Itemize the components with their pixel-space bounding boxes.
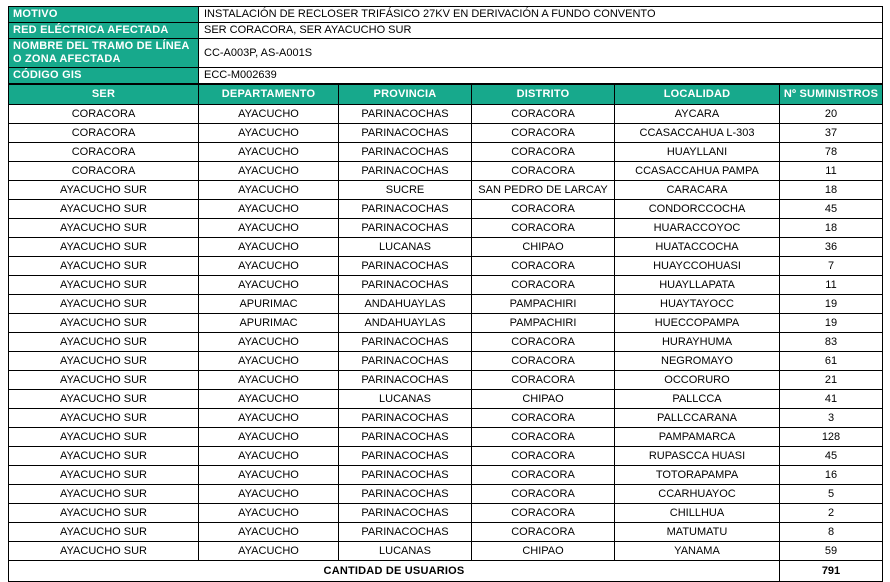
cell-ser: AYACUCHO SUR — [9, 333, 199, 352]
table-row — [9, 143, 883, 162]
cell-provincia: SUCRE — [339, 181, 472, 200]
cell-localidad: PALLCCA — [615, 390, 780, 409]
cell-distrito: CORACORA — [472, 409, 615, 428]
table-row — [9, 333, 883, 352]
cell-distrito: CORACORA — [472, 523, 615, 542]
info-table-body — [9, 7, 883, 84]
cell-suministros: 20 — [780, 105, 883, 124]
table-row — [9, 219, 883, 238]
cell-ser: AYACUCHO SUR — [9, 276, 199, 295]
cell-ser: CORACORA — [9, 124, 199, 143]
cell-suministros: 3 — [780, 409, 883, 428]
cell-suministros: 8 — [780, 523, 883, 542]
cell-distrito: CORACORA — [472, 276, 615, 295]
table-row — [9, 485, 883, 504]
cell-localidad: PALLCCARANA — [615, 409, 780, 428]
cell-suministros: 83 — [780, 333, 883, 352]
cell-suministros: 11 — [780, 276, 883, 295]
cell-suministros: 45 — [780, 447, 883, 466]
cell-distrito: CORACORA — [472, 485, 615, 504]
cell-ser: AYACUCHO SUR — [9, 295, 199, 314]
cell-ser: AYACUCHO SUR — [9, 390, 199, 409]
cell-departamento: AYACUCHO — [199, 276, 339, 295]
cell-provincia: PARINACOCHAS — [339, 219, 472, 238]
cell-distrito: CHIPAO — [472, 542, 615, 561]
cell-suministros: 18 — [780, 219, 883, 238]
cell-ser: CORACORA — [9, 162, 199, 181]
cell-localidad: MATUMATU — [615, 523, 780, 542]
cell-localidad: CONDORCCOCHA — [615, 200, 780, 219]
cell-localidad: RUPASCCA HUASI — [615, 447, 780, 466]
cell-departamento: AYACUCHO — [199, 428, 339, 447]
cell-localidad: CCARHUAYOC — [615, 485, 780, 504]
table-row — [9, 428, 883, 447]
table-row — [9, 409, 883, 428]
column-header-departamento: DEPARTAMENTO — [199, 85, 339, 105]
cell-suministros: 11 — [780, 162, 883, 181]
supply-table-body — [9, 105, 883, 561]
cell-suministros: 16 — [780, 466, 883, 485]
cell-localidad: HUAYCCOHUASI — [615, 257, 780, 276]
info-label-codigo-gis: CÓDIGO GIS — [9, 68, 199, 84]
cell-departamento: AYACUCHO — [199, 219, 339, 238]
cell-ser: AYACUCHO SUR — [9, 352, 199, 371]
supply-table-head — [9, 85, 883, 105]
cell-localidad: CHILLHUA — [615, 504, 780, 523]
table-row — [9, 504, 883, 523]
column-header-ser: SER — [9, 85, 199, 105]
cell-departamento: AYACUCHO — [199, 371, 339, 390]
cell-suministros: 59 — [780, 542, 883, 561]
cell-localidad: HUARACCOYOC — [615, 219, 780, 238]
cell-departamento: AYACUCHO — [199, 105, 339, 124]
cell-distrito: CHIPAO — [472, 238, 615, 257]
cell-suministros: 61 — [780, 352, 883, 371]
cell-ser: AYACUCHO SUR — [9, 523, 199, 542]
cell-localidad: AYCARA — [615, 105, 780, 124]
cell-ser: AYACUCHO SUR — [9, 200, 199, 219]
cell-departamento: AYACUCHO — [199, 504, 339, 523]
cell-ser: AYACUCHO SUR — [9, 428, 199, 447]
cell-ser: CORACORA — [9, 105, 199, 124]
cell-suministros: 45 — [780, 200, 883, 219]
cell-ser: AYACUCHO SUR — [9, 409, 199, 428]
cell-ser: AYACUCHO SUR — [9, 219, 199, 238]
table-row — [9, 523, 883, 542]
cell-ser: AYACUCHO SUR — [9, 371, 199, 390]
cell-distrito: CORACORA — [472, 371, 615, 390]
cell-ser: AYACUCHO SUR — [9, 542, 199, 561]
cell-ser: AYACUCHO SUR — [9, 314, 199, 333]
cell-suministros: 7 — [780, 257, 883, 276]
cell-distrito: CORACORA — [472, 162, 615, 181]
cell-ser: AYACUCHO SUR — [9, 447, 199, 466]
cell-provincia: PARINACOCHAS — [339, 276, 472, 295]
cell-departamento: AYACUCHO — [199, 447, 339, 466]
supply-table-foot — [9, 561, 883, 582]
cell-provincia: PARINACOCHAS — [339, 200, 472, 219]
cell-provincia: PARINACOCHAS — [339, 257, 472, 276]
info-label-tramo-linea: NOMBRE DEL TRAMO DE LÍNEA O ZONA AFECTADA — [9, 39, 199, 68]
info-row-codigo-gis — [9, 68, 883, 84]
cell-distrito: CORACORA — [472, 200, 615, 219]
cell-distrito: CORACORA — [472, 143, 615, 162]
cell-ser: AYACUCHO SUR — [9, 238, 199, 257]
cell-departamento: AYACUCHO — [199, 257, 339, 276]
cell-localidad: YANAMA — [615, 542, 780, 561]
cell-distrito: CORACORA — [472, 257, 615, 276]
cell-distrito: CORACORA — [472, 447, 615, 466]
supply-table — [8, 84, 883, 582]
cell-distrito: CORACORA — [472, 219, 615, 238]
column-header-distrito: DISTRITO — [472, 85, 615, 105]
cell-suministros: 37 — [780, 124, 883, 143]
cell-departamento: AYACUCHO — [199, 200, 339, 219]
cell-localidad: HUAYLLAPATA — [615, 276, 780, 295]
cell-provincia: PARINACOCHAS — [339, 428, 472, 447]
cell-suministros: 41 — [780, 390, 883, 409]
cell-provincia: PARINACOCHAS — [339, 504, 472, 523]
cell-departamento: AYACUCHO — [199, 162, 339, 181]
table-row — [9, 295, 883, 314]
cell-distrito: CHIPAO — [472, 390, 615, 409]
cell-distrito: CORACORA — [472, 105, 615, 124]
cell-distrito: SAN PEDRO DE LARCAY — [472, 181, 615, 200]
cell-provincia: PARINACOCHAS — [339, 371, 472, 390]
cell-suministros: 19 — [780, 314, 883, 333]
table-row — [9, 466, 883, 485]
cell-localidad: HURAYHUMA — [615, 333, 780, 352]
total-row — [9, 561, 883, 582]
cell-localidad: CCASACCAHUA L-303 — [615, 124, 780, 143]
cell-departamento: AYACUCHO — [199, 542, 339, 561]
cell-distrito: CORACORA — [472, 124, 615, 143]
cell-provincia: ANDAHUAYLAS — [339, 314, 472, 333]
cell-departamento: APURIMAC — [199, 295, 339, 314]
cell-localidad: HUECCOPAMPA — [615, 314, 780, 333]
cell-departamento: AYACUCHO — [199, 352, 339, 371]
cell-provincia: LUCANAS — [339, 238, 472, 257]
cell-distrito: PAMPACHIRI — [472, 314, 615, 333]
cell-suministros: 36 — [780, 238, 883, 257]
table-row — [9, 447, 883, 466]
table-row — [9, 257, 883, 276]
cell-provincia: PARINACOCHAS — [339, 409, 472, 428]
info-row-tramo-linea — [9, 39, 883, 68]
cell-provincia: LUCANAS — [339, 542, 472, 561]
cell-departamento: AYACUCHO — [199, 333, 339, 352]
cell-distrito: PAMPACHIRI — [472, 295, 615, 314]
cell-localidad: CCASACCAHUA PAMPA — [615, 162, 780, 181]
cell-provincia: PARINACOCHAS — [339, 523, 472, 542]
cell-ser: AYACUCHO SUR — [9, 485, 199, 504]
cell-localidad: CARACARA — [615, 181, 780, 200]
table-row — [9, 390, 883, 409]
cell-suministros: 78 — [780, 143, 883, 162]
cell-distrito: CORACORA — [472, 333, 615, 352]
cell-localidad: PAMPAMARCA — [615, 428, 780, 447]
cell-suministros: 5 — [780, 485, 883, 504]
column-header-row — [9, 85, 883, 105]
table-row — [9, 371, 883, 390]
column-header-provincia: PROVINCIA — [339, 85, 472, 105]
cell-localidad: TOTORAPAMPA — [615, 466, 780, 485]
column-header-localidad: LOCALIDAD — [615, 85, 780, 105]
cell-localidad: NEGROMAYO — [615, 352, 780, 371]
cell-distrito: CORACORA — [472, 504, 615, 523]
cell-distrito: CORACORA — [472, 428, 615, 447]
cell-provincia: PARINACOCHAS — [339, 447, 472, 466]
cell-ser: AYACUCHO SUR — [9, 504, 199, 523]
cell-departamento: AYACUCHO — [199, 124, 339, 143]
cell-provincia: PARINACOCHAS — [339, 466, 472, 485]
cell-departamento: AYACUCHO — [199, 485, 339, 504]
table-row — [9, 124, 883, 143]
cell-departamento: AYACUCHO — [199, 390, 339, 409]
cell-suministros: 18 — [780, 181, 883, 200]
total-label: CANTIDAD DE USUARIOS — [9, 561, 780, 582]
info-value-codigo-gis: ECC-M002639 — [199, 68, 883, 84]
column-header-suministros: Nº SUMINISTROS — [780, 85, 883, 105]
table-row — [9, 162, 883, 181]
table-row — [9, 314, 883, 333]
cell-departamento: AYACUCHO — [199, 466, 339, 485]
cell-distrito: CORACORA — [472, 466, 615, 485]
cell-departamento: AYACUCHO — [199, 143, 339, 162]
cell-localidad: HUAYTAYOCC — [615, 295, 780, 314]
cell-provincia: PARINACOCHAS — [339, 162, 472, 181]
info-label-motivo: MOTIVO — [9, 7, 199, 23]
cell-provincia: PARINACOCHAS — [339, 124, 472, 143]
cell-provincia: PARINACOCHAS — [339, 333, 472, 352]
cell-suministros: 128 — [780, 428, 883, 447]
info-row-motivo — [9, 7, 883, 23]
cell-ser: CORACORA — [9, 143, 199, 162]
cell-suministros: 19 — [780, 295, 883, 314]
cell-distrito: CORACORA — [472, 352, 615, 371]
info-row-red-electrica — [9, 23, 883, 39]
cell-ser: AYACUCHO SUR — [9, 466, 199, 485]
cell-departamento: AYACUCHO — [199, 409, 339, 428]
info-value-motivo: INSTALACIÓN DE RECLOSER TRIFÁSICO 27KV EN DERIVACIÓN A FUNDO CONVENTO — [199, 7, 883, 23]
cell-provincia: LUCANAS — [339, 390, 472, 409]
cell-provincia: PARINACOCHAS — [339, 352, 472, 371]
cell-departamento: AYACUCHO — [199, 238, 339, 257]
cell-localidad: HUATACCOCHA — [615, 238, 780, 257]
table-row — [9, 276, 883, 295]
table-row — [9, 238, 883, 257]
cell-departamento: APURIMAC — [199, 314, 339, 333]
cell-localidad: HUAYLLANI — [615, 143, 780, 162]
cell-ser: AYACUCHO SUR — [9, 257, 199, 276]
cell-suministros: 2 — [780, 504, 883, 523]
cell-departamento: AYACUCHO — [199, 523, 339, 542]
table-row — [9, 181, 883, 200]
total-value: 791 — [780, 561, 883, 582]
info-value-tramo-linea: CC-A003P, AS-A001S — [199, 39, 883, 68]
cell-provincia: PARINACOCHAS — [339, 485, 472, 504]
info-table — [8, 6, 883, 84]
cell-provincia: PARINACOCHAS — [339, 143, 472, 162]
cell-provincia: PARINACOCHAS — [339, 105, 472, 124]
table-row — [9, 542, 883, 561]
table-row — [9, 200, 883, 219]
info-label-red-electrica: RED ELÉCTRICA AFECTADA — [9, 23, 199, 39]
cell-ser: AYACUCHO SUR — [9, 181, 199, 200]
info-value-red-electrica: SER CORACORA, SER AYACUCHO SUR — [199, 23, 883, 39]
table-row — [9, 105, 883, 124]
cell-suministros: 21 — [780, 371, 883, 390]
cell-localidad: OCCORURO — [615, 371, 780, 390]
cell-provincia: ANDAHUAYLAS — [339, 295, 472, 314]
cell-departamento: AYACUCHO — [199, 181, 339, 200]
table-row — [9, 352, 883, 371]
